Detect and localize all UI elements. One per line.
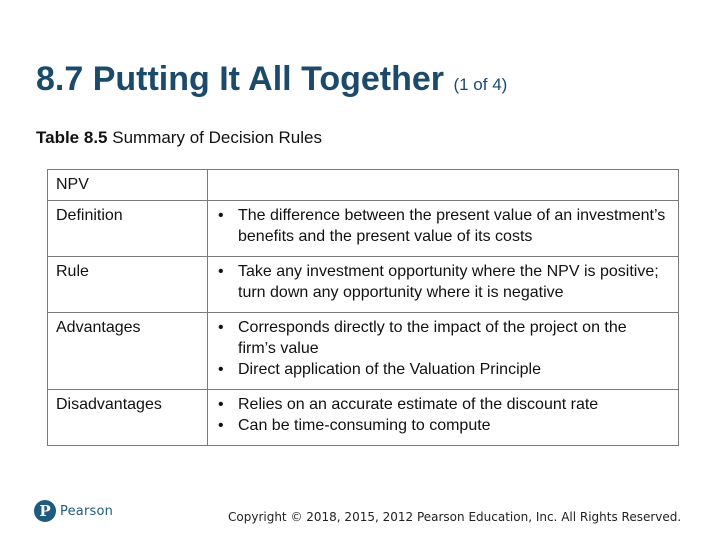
pearson-logo — [34, 500, 113, 522]
table-header-cell: NPV — [48, 170, 208, 201]
row-body-rule — [208, 257, 679, 313]
bullet-text: Direct application of the Valuation Principle — [238, 361, 541, 378]
bullet-list — [216, 205, 666, 247]
bullet-item — [216, 415, 666, 436]
bullet-list — [216, 394, 666, 436]
title-suffix: (1 of 4) — [453, 75, 508, 94]
row-body-definition — [208, 201, 679, 257]
row-label-definition: Definition — [48, 201, 208, 257]
table-row-advantages — [48, 313, 679, 390]
bullet-item — [216, 359, 666, 380]
row-body-disadvantages — [208, 390, 679, 446]
table-caption-text: Summary of Decision Rules — [112, 128, 322, 147]
bullet-text: Corresponds directly to the impact of the project on the firm’s value — [238, 319, 627, 357]
bullet-glyph: • — [218, 263, 224, 280]
bullet-item — [216, 317, 666, 359]
bullet-text: Take any investment opportunity where the NPV is positive; turn down any opportunity where it is negative — [238, 263, 659, 301]
pearson-logo-icon: P — [34, 500, 56, 522]
bullet-item — [216, 205, 666, 247]
decision-rules-table — [47, 169, 679, 446]
bullet-glyph: • — [218, 396, 224, 413]
pearson-logo-text: Pearson — [60, 503, 114, 519]
bullet-list — [216, 261, 666, 303]
table-caption — [36, 128, 322, 148]
copyright-notice: Copyright © 2018, 2015, 2012 Pearson Education, Inc. All Rights Reserved. — [228, 510, 682, 524]
bullet-text: Relies on an accurate estimate of the discount rate — [238, 396, 599, 413]
bullet-glyph: • — [218, 319, 224, 336]
row-body-advantages — [208, 313, 679, 390]
bullet-text: Can be time-consuming to compute — [238, 417, 491, 434]
slide-title — [36, 60, 507, 99]
row-label-disadvantages: Disadvantages — [48, 390, 208, 446]
bullet-glyph: • — [218, 417, 224, 434]
title-main: 8.7 Putting It All Together — [36, 60, 444, 98]
bullet-glyph: • — [218, 207, 224, 224]
table-caption-label: Table 8.5 — [36, 128, 108, 147]
bullet-item — [216, 394, 666, 415]
table-row-definition — [48, 201, 679, 257]
table-row-disadvantages — [48, 390, 679, 446]
table-row-rule — [48, 257, 679, 313]
table-header-empty-cell — [208, 170, 679, 201]
row-label-rule: Rule — [48, 257, 208, 313]
bullet-item — [216, 261, 666, 303]
row-label-advantages: Advantages — [48, 313, 208, 390]
table-header-row — [48, 170, 679, 201]
bullet-text: The difference between the present value of an investment’s benefits and the present value of its costs — [238, 207, 666, 245]
bullet-list — [216, 317, 666, 380]
bullet-glyph: • — [218, 361, 224, 378]
